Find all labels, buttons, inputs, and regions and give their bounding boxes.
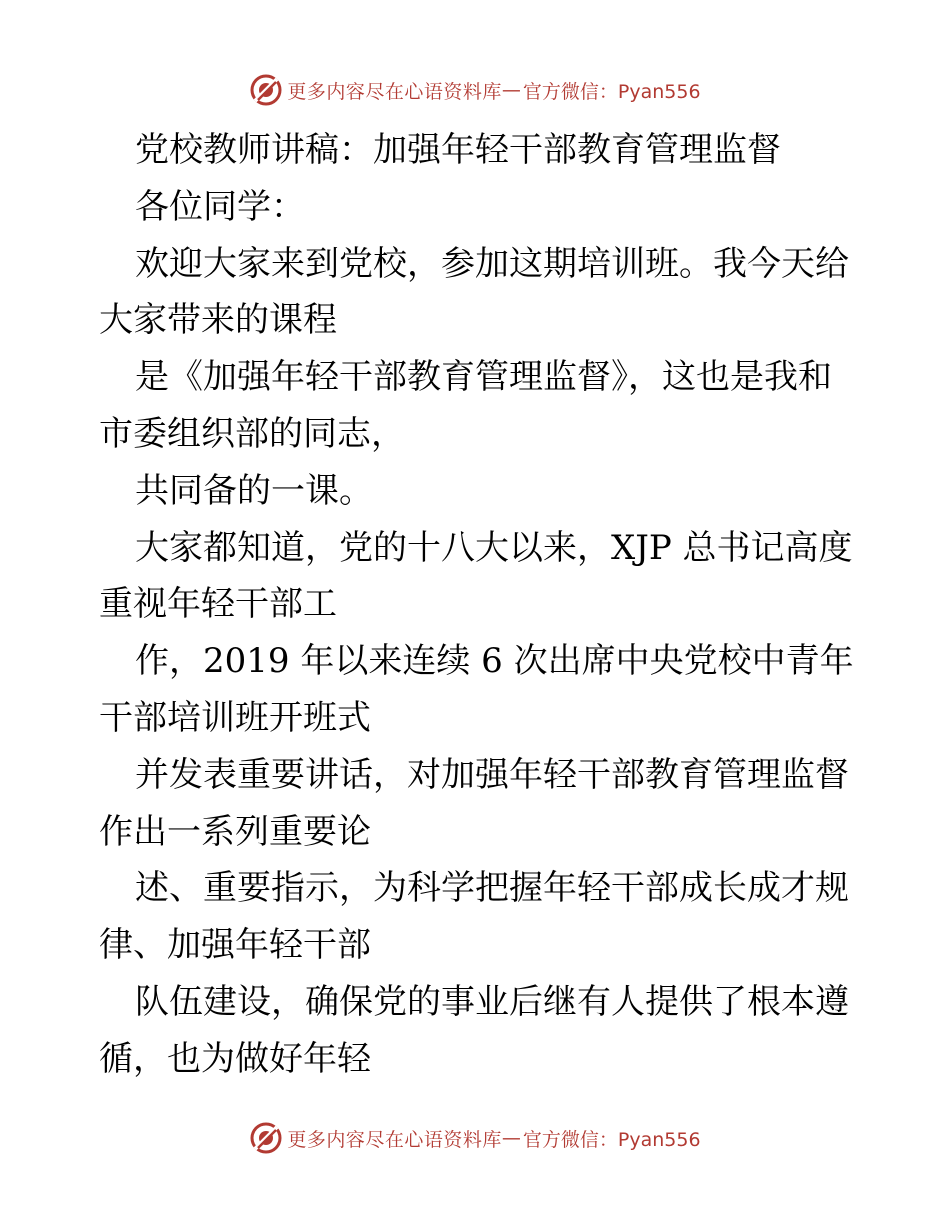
paragraph-line: 作出一系列重要论	[99, 811, 371, 852]
footer-banner-separator: —	[501, 1127, 521, 1149]
paragraph-line: 欢迎大家来到党校，参加这期培训班。我今天给	[135, 243, 849, 284]
footer-banner-contact: 官方微信：Pyan556	[522, 1128, 701, 1151]
header-banner-text: 更多内容尽在心语资料库	[287, 80, 502, 103]
brand-logo-icon	[249, 73, 283, 107]
footer-banner	[0, 1118, 950, 1158]
salutation: 各位同学：	[135, 186, 305, 227]
paragraph-line: 干部培训班开班式	[99, 697, 371, 738]
paragraph-line: 重视年轻干部工	[99, 584, 337, 625]
paragraph-line: 市委组织部的同志，	[99, 413, 405, 454]
paragraph-line: 是《加强年轻干部教育管理监督》，这也是我和	[135, 357, 832, 398]
paragraph-line: 大家带来的课程	[99, 300, 337, 341]
footer-banner-text: 更多内容尽在心语资料库	[287, 1128, 502, 1151]
paragraph-line: 循，也为做好年轻	[99, 1038, 371, 1079]
header-banner-contact: 官方微信：Pyan556	[522, 80, 701, 103]
document-body	[99, 122, 859, 1088]
brand-logo-icon	[249, 1121, 283, 1155]
paragraph-line: 律、加强年轻干部	[99, 925, 371, 966]
paragraph-line: 大家都知道，党的十八大以来，XJP 总书记高度	[135, 527, 853, 568]
header-banner	[0, 70, 950, 110]
document-title: 党校教师讲稿：加强年轻干部教育管理监督	[135, 130, 781, 170]
paragraph-line: 述、重要指示，为科学把握年轻干部成长成才规	[135, 868, 849, 909]
header-banner-separator: —	[501, 79, 521, 101]
paragraph-line: 共同备的一课。	[135, 470, 373, 511]
paragraph-line: 并发表重要讲话，对加强年轻干部教育管理监督	[135, 754, 849, 795]
paragraph-line: 作，2019 年以来连续 6 次出席中央党校中青年	[135, 641, 854, 682]
paragraph-line: 队伍建设，确保党的事业后继有人提供了根本遵	[135, 981, 849, 1022]
